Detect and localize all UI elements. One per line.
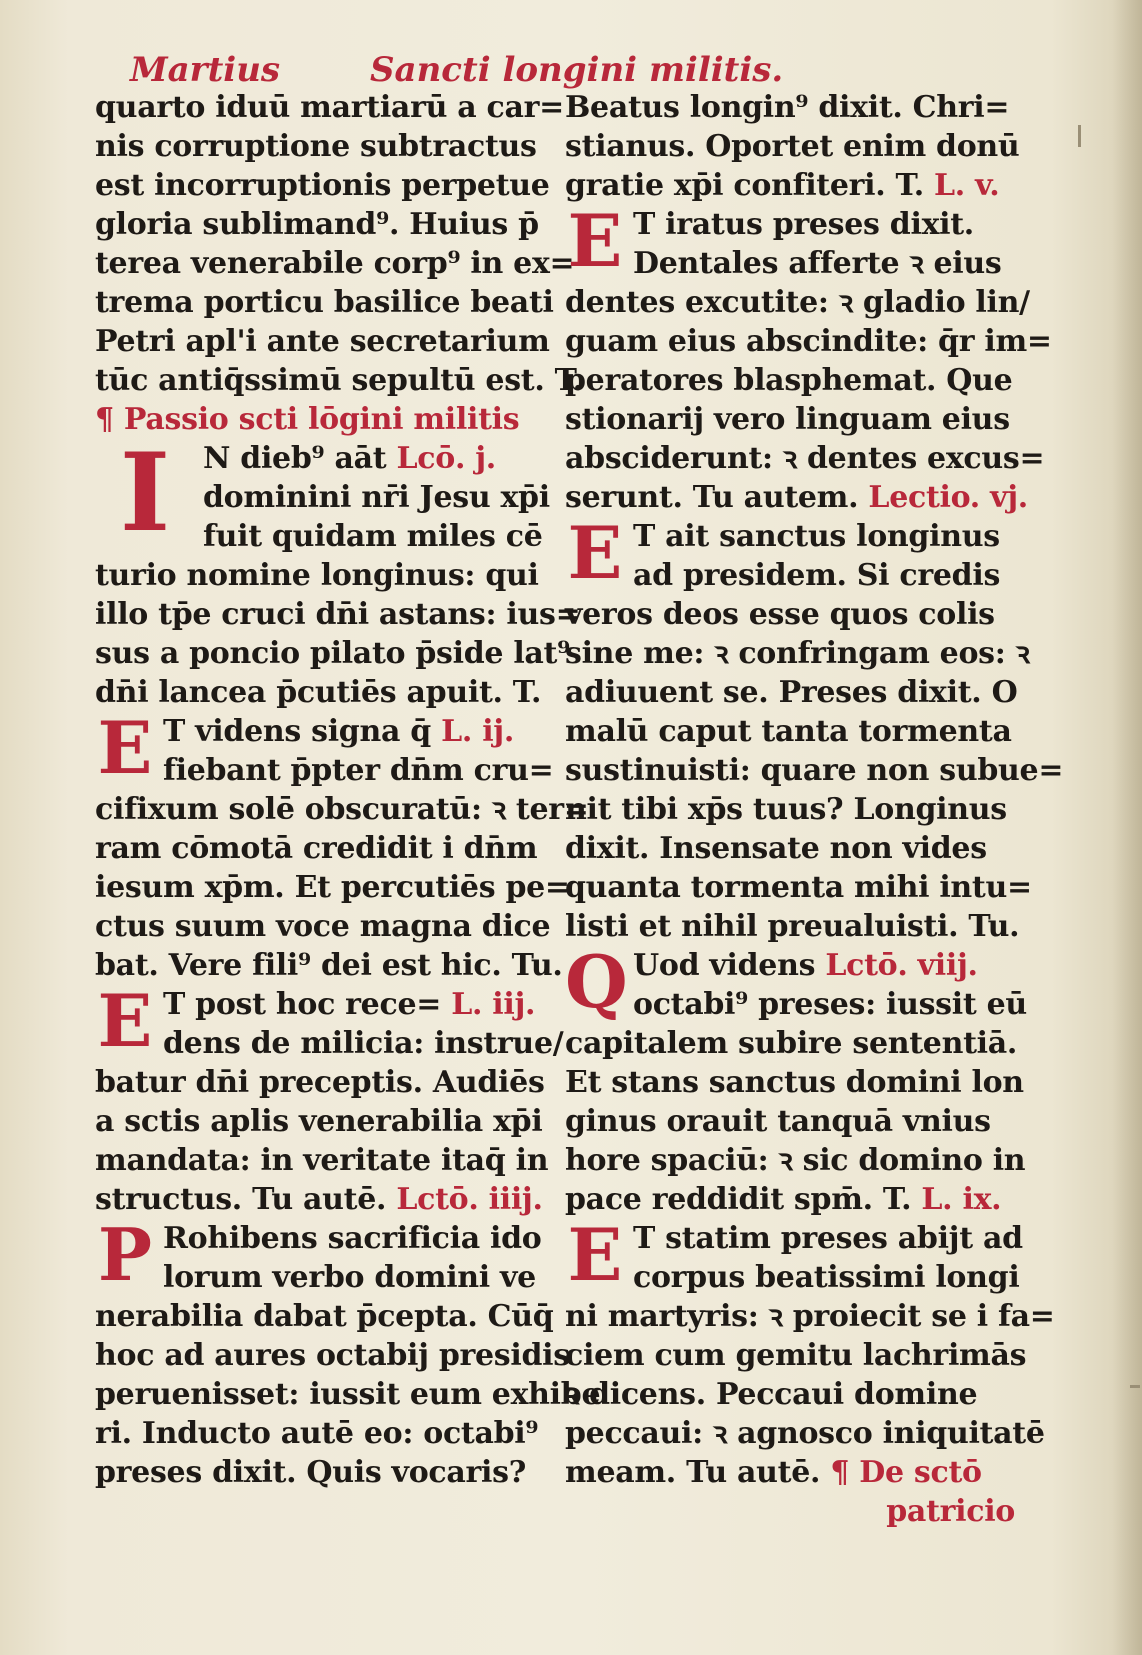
paragraph-lectio-2	[95, 705, 554, 790]
text-line: ctus suum voce magna dice	[95, 909, 551, 944]
initial-letter: I	[119, 430, 171, 556]
margin-mark	[1078, 125, 1081, 147]
paragraph-lectio-3	[95, 978, 564, 1063]
text-line: T iratus preses dixit.	[633, 207, 974, 242]
left-column	[95, 88, 601, 1492]
text-line: sine me: ꝛ confringam eos: ꝛ	[565, 636, 1030, 671]
text-line: T statim preses abijt ad	[633, 1221, 1023, 1256]
text-line: ni martyris: ꝛ proiecit se i fa=	[565, 1299, 1055, 1334]
initial-letter: E	[567, 1212, 623, 1297]
text-line: dixit. Insensate non vides	[565, 831, 987, 866]
text-line: ꝛ dicens. Peccaui domine	[565, 1377, 978, 1412]
page-edge-shadow	[1112, 0, 1142, 1655]
initial-letter: E	[567, 198, 623, 283]
text-line: T videns signa q̄ L. ij.	[163, 714, 514, 749]
text-line: pace reddidit spm̄. T. L. ix.	[565, 1182, 1002, 1217]
text-line: batur dn̄i preceptis. Audiēs	[95, 1065, 545, 1100]
text-line: sustinuisti: quare non subue=	[565, 753, 1064, 788]
text-line: est incorruptionis perpetue	[95, 168, 550, 203]
paragraph-lectio-8	[565, 1212, 1023, 1297]
catchword: patricio	[886, 1494, 1015, 1529]
text-line: stionarij vero linguam eius	[565, 402, 1010, 437]
text-line: structus. Tu autē. Lctō. iiij.	[95, 1182, 543, 1217]
text-line: peruenisset: iussit eum exhibe	[95, 1377, 601, 1412]
text-line: Beatus longin⁹ dixit. Chri=	[565, 90, 1010, 125]
rubric-de-sancto: ¶ De sctō	[830, 1455, 982, 1490]
text-line: veros deos esse quos colis	[565, 597, 995, 632]
lectio-marker: Lcō. j.	[396, 441, 496, 476]
text-line: dn̄i lancea p̄cutiēs apuit. T.	[95, 675, 542, 710]
text-line: iesum xp̄m. Et percutiēs pe=	[95, 870, 570, 905]
text-line: trema porticu basilice beati	[95, 285, 554, 320]
paragraph-lectio-5	[565, 198, 1015, 283]
text-line: absciderunt: ꝛ dentes excus=	[565, 441, 1045, 476]
lectio-marker: L. iij.	[451, 987, 536, 1022]
text-line: octabi⁹ preses: iussit eū	[633, 987, 1027, 1022]
lectio-marker: Lectio. vj.	[868, 480, 1028, 515]
text-line: serunt. Tu autem. Lectio. vj.	[565, 480, 1028, 515]
text-line: malū caput tanta tormenta	[565, 714, 1012, 749]
text-line: preses dixit. Quis vocaris?	[95, 1455, 526, 1490]
text-line: hore spaciū: ꝛ sic domino in	[565, 1143, 1026, 1178]
text-line: peccaui: ꝛ agnosco iniquitatē	[565, 1416, 1045, 1451]
text-line: dentes excutite: ꝛ gladio lin/	[565, 285, 1030, 320]
lectio-marker: Lctō. viij.	[825, 948, 978, 983]
text-line: cifixum solē obscuratū: ꝛ ter=	[95, 792, 589, 827]
paragraph-lectio-1	[95, 430, 550, 556]
text-line: gratie xp̄i confiteri. T. L. v.	[565, 168, 1000, 203]
text-line: meam. Tu autē. ¶ De sctō	[565, 1455, 982, 1490]
text-line: sus a poncio pilato p̄side lat⁹	[95, 636, 570, 671]
text-line: listi et nihil preualuisti. Tu.	[565, 909, 1020, 944]
text-line: lorum verbo domini ve	[163, 1260, 536, 1295]
paragraph-lectio-4	[95, 1212, 545, 1297]
text-line: quarto iduū martiarū a car=	[95, 90, 564, 125]
text-line: tūc antiq̄ssimū sepultū est. T.	[95, 363, 583, 398]
text-line: dens de milicia: instrue/	[163, 1026, 564, 1061]
text-line: guam eius abscindite: q̄r im=	[565, 324, 1052, 359]
text-line: gloria sublimand⁹. Huius p̄	[95, 207, 539, 242]
text-line: fuit quidam miles cē	[203, 519, 543, 554]
text-line: N dieb⁹ aāt Lcō. j.	[203, 441, 496, 476]
text-line: Dentales afferte ꝛ eius	[633, 246, 1002, 281]
margin-mark	[1130, 1385, 1140, 1388]
text-line: Et stans sanctus domini lon	[565, 1065, 1024, 1100]
text-line: turio nomine longinus: qui	[95, 558, 539, 593]
text-line: mandata: in veritate itaq̄ in	[95, 1143, 549, 1178]
text-line: Uod videns Lctō. viij.	[633, 948, 978, 983]
text-line: Petri apl'i ante secretarium	[95, 324, 550, 359]
rubric-passio: ¶ Passio scti lōgini militis	[95, 402, 520, 437]
lectio-marker: L. ij.	[441, 714, 514, 749]
text-line: T post hoc rece= L. iij.	[163, 987, 536, 1022]
text-line: ri. Inducto autē eo: octabi⁹	[95, 1416, 539, 1451]
text-line: adiuuent se. Preses dixit. O	[565, 675, 1018, 710]
text-line: corpus beatissimi longi	[633, 1260, 1020, 1295]
text-line: nerabilia dabat p̄cepta. Cūq̄	[95, 1299, 554, 1334]
text-line: ciem cum gemitu lachrimās	[565, 1338, 1027, 1373]
text-line: T ait sanctus longinus	[633, 519, 1000, 554]
header-month: Martius	[130, 50, 281, 90]
initial-letter: Q	[565, 939, 628, 1024]
text-line: nit tibi xp̄s tuus? Longinus	[565, 792, 1007, 827]
text-line: fiebant p̄pter dn̄m cru=	[163, 753, 554, 788]
lectio-marker: Lctō. iiij.	[396, 1182, 543, 1217]
paragraph-lectio-6	[565, 510, 1015, 595]
text-line: a sctis aplis venerabilia xp̄i	[95, 1104, 543, 1139]
initial-letter: E	[97, 978, 153, 1063]
text-line: ad presidem. Si credis	[633, 558, 1001, 593]
text-line: terea venerabile corp⁹ in ex=	[95, 246, 575, 281]
initial-letter: P	[97, 1212, 153, 1297]
text-line: Rohibens sacrificia ido	[163, 1221, 542, 1256]
text-line: quanta tormenta mihi intu=	[565, 870, 1032, 905]
right-column	[565, 88, 1064, 1531]
header-saint: Sancti longini militis.	[370, 50, 784, 90]
text-line: illo tp̄e cruci dn̄i astans: ius=	[95, 597, 581, 632]
text-line: peratores blasphemat. Que	[565, 363, 1013, 398]
text-line: nis corruptione subtractus	[95, 129, 537, 164]
initial-letter: E	[567, 510, 623, 595]
text-line: hoc ad aures octabij presidis	[95, 1338, 570, 1373]
text-line: capitalem subire sententiā.	[565, 1026, 1018, 1061]
text-line: dominini nr̄i Jesu xp̄i	[203, 480, 550, 515]
text-line: ram cōmotā credidit i dn̄m	[95, 831, 538, 866]
lectio-marker: L. v.	[934, 168, 1000, 203]
lectio-marker: L. ix.	[921, 1182, 1002, 1217]
text-line: ginus orauit tanquā vnius	[565, 1104, 991, 1139]
text-line: bat. Vere fili⁹ dei est hic. Tu.	[95, 948, 563, 983]
paragraph-lectio-7	[565, 939, 1027, 1024]
initial-letter: E	[97, 705, 153, 790]
text-line: stianus. Oportet enim donū	[565, 129, 1020, 164]
